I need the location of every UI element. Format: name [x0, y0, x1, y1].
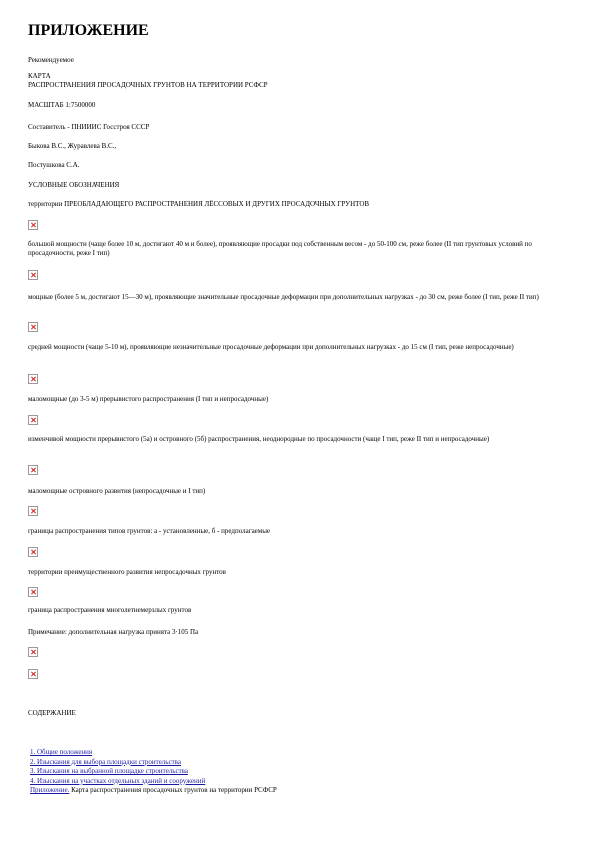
contents-heading: СОДЕРЖАНИЕ [28, 709, 76, 717]
legend-intro: территории ПРЕОБЛАДАЮЩЕГО РАСПРОСТРАНЕНИЯ ЛЁССОВЫХ И ДРУГИХ ПРОСАДОЧНЫХ ГРУНТОВ [28, 200, 370, 208]
toc-link-selected-site-surveys[interactable]: 3. Изыскания на выбранной площадке строительства [30, 767, 188, 775]
broken-image-icon [28, 322, 38, 332]
legend-item-5: изменчивой мощности прерывистого (5а) и островного (5б) распространения, неоднородные по просадочности (чаще I тип, реже II тип и непросадочные) [28, 435, 490, 443]
broken-image-icon [28, 374, 38, 384]
broken-image-icon [28, 270, 38, 280]
page-heading: ПРИЛОЖЕНИЕ [28, 22, 149, 39]
broken-image-icon [28, 647, 38, 657]
table-of-contents [30, 748, 277, 796]
legend-item-4: маломощные (до 3-5 м) прерывистого распространения (I тип и непросадочные) [28, 395, 269, 403]
authors-line-2: Постушкова С.А. [28, 161, 80, 169]
recommended-label: Рекомендуемое [28, 56, 74, 64]
compiler-line: Составитель - ПНИИИС Госстроя СССР [28, 123, 150, 131]
legend-item-2: мощные (более 5 м, достигают 15—30 м), проявляющие значительные просадочные деформации при дополнительных нагрузках - до 30 см, реже более (I тип, реже II тип) [28, 293, 539, 301]
map-title-line-2: РАСПРОСТРАНЕНИЯ ПРОСАДОЧНЫХ ГРУНТОВ НА ТЕРРИТОРИИ РСФСР [28, 81, 268, 89]
toc-appendix-row [30, 786, 277, 796]
legend-item-7: границы распространения типов грунтов: а - установленные, б - предполагаемые [28, 527, 271, 535]
legend-heading: УСЛОВНЫЕ ОБОЗНАЧЕНИЯ [28, 181, 120, 189]
legend-item-3: средней мощности (чаще 5-10 м), проявляющие незначительные просадочные деформации при дополнительных нагрузках - до 15 см (I тип, реже непросадочные) [28, 343, 514, 351]
toc-appendix-text: Карта распространения просадочных грунтов на территории РСФСР [69, 786, 277, 794]
toc-link-general-provisions[interactable]: 1. Общие положения [30, 748, 93, 756]
broken-image-icon [28, 415, 38, 425]
map-title-line-1: КАРТА [28, 72, 51, 80]
map-scale: МАСШТАБ 1:7500000 [28, 101, 96, 109]
broken-image-icon [28, 547, 38, 557]
legend-item-8: территории преимущественного развития непросадочных грунтов [28, 568, 226, 576]
broken-image-icon [28, 669, 38, 679]
legend-note: Примечание: дополнительная нагрузка принята 3·105 Па [28, 628, 199, 636]
broken-image-icon [28, 587, 38, 597]
legend-item-9: граница распространения многолетнемерзлых грунтов [28, 606, 192, 614]
broken-image-icon [28, 465, 38, 475]
authors-line-1: Быкова В.С., Журавлева В.С., [28, 142, 117, 150]
toc-link-site-selection-surveys[interactable]: 2. Изыскания для выбора площадки строительства [30, 757, 181, 766]
legend-item-1: большой мощности (чаще более 10 м, достигают 40 м и более), проявляющие просадки под собственным весом - до 50-100 см, реже более (II тип грунтовых условий по просадочности, реже I тип) [28, 240, 532, 257]
toc-link-appendix[interactable]: Приложение. [30, 786, 70, 794]
broken-image-icon [28, 506, 38, 516]
legend-item-6: маломощные островного развития (непросадочные и I тип) [28, 487, 206, 495]
toc-link-building-site-surveys[interactable]: 4. Изыскания на участках отдельных зданий и сооружений [30, 776, 206, 785]
broken-image-icon [28, 220, 38, 230]
